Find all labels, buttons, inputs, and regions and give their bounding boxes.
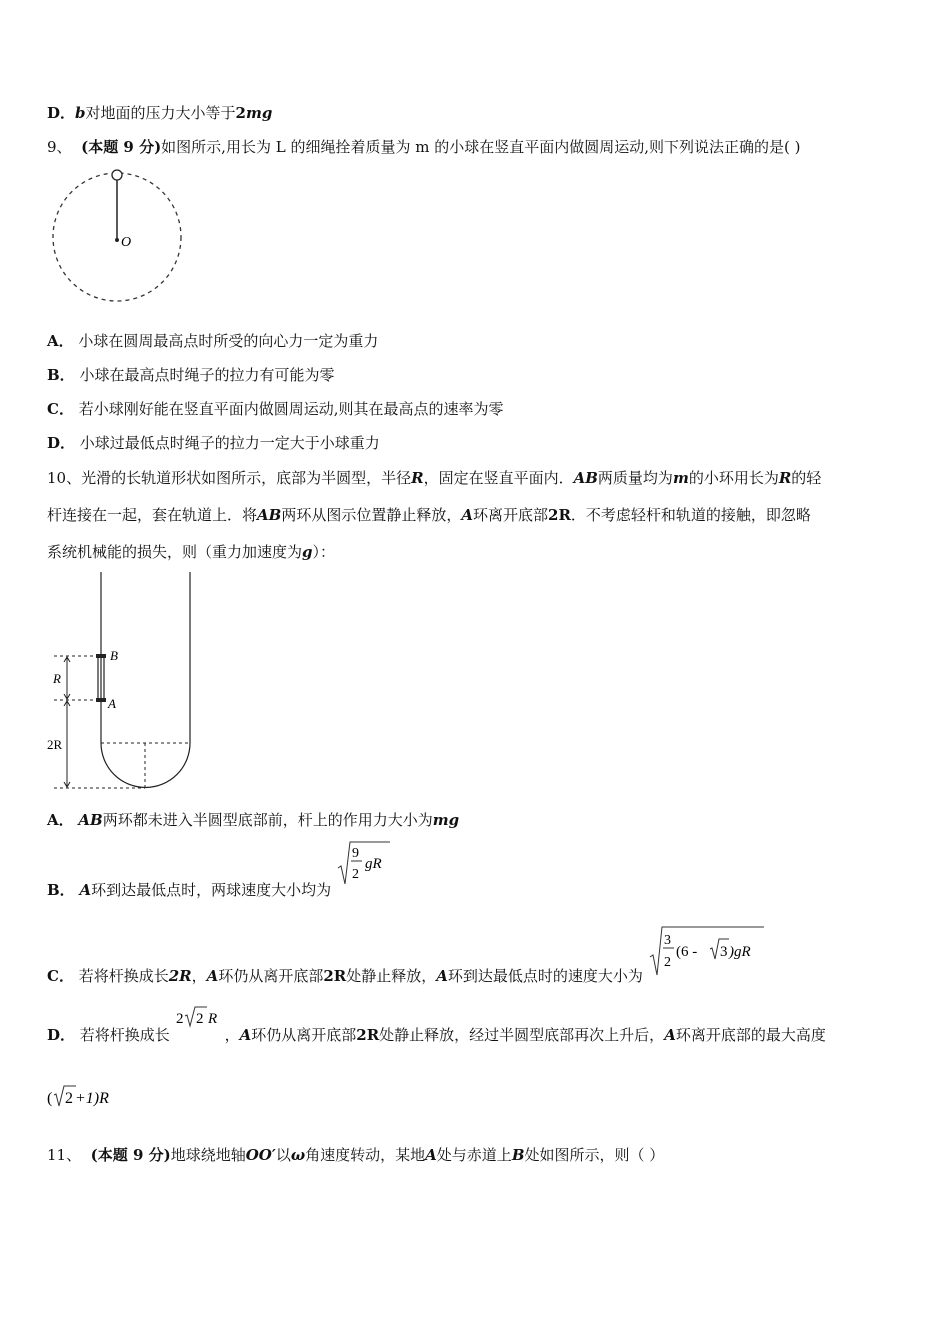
fraction-denominator: 2 <box>663 955 671 970</box>
stem-text: 系统机械能的损失，则（重力加速度为 <box>47 543 303 561</box>
q9-stem <box>47 136 800 157</box>
option-label: B． <box>47 366 75 384</box>
stem-var: ω <box>290 1146 306 1164</box>
q10-track-figure <box>44 572 204 797</box>
inner-radicand: 3 <box>719 944 728 960</box>
option-value: 2 <box>235 104 246 122</box>
stem-var: R <box>411 469 424 487</box>
q9-circle-figure <box>45 165 190 310</box>
option-label: C． <box>47 967 74 985</box>
sqrt-tail: gR <box>364 856 382 872</box>
option-text: 小球过最低点时绳子的拉力一定大于小球重力 <box>79 434 380 452</box>
stem-text: 环离开底部 <box>473 506 549 524</box>
option-text: ， <box>224 1026 240 1044</box>
option-label: A． <box>47 332 74 350</box>
q10-option-d-answer <box>46 1082 136 1110</box>
stem-var: AB <box>257 506 282 524</box>
ring-a <box>96 698 106 702</box>
q9-option-a <box>47 330 378 351</box>
question-number: 9、 <box>47 138 72 156</box>
stem-var: g <box>302 543 313 561</box>
answer-radicand: 2 <box>65 1090 73 1107</box>
unit: R <box>207 1011 217 1027</box>
option-var: A <box>79 881 92 899</box>
length-2-sqrt2-r <box>175 1004 225 1028</box>
q11-stem <box>47 1144 664 1165</box>
stem-var: OO′ <box>245 1146 276 1164</box>
label-b: B <box>110 648 118 663</box>
q10-option-a <box>47 809 459 830</box>
option-d-text-row <box>225 1026 826 1044</box>
option-var: A <box>206 967 219 985</box>
option-text: 环到达最低点时的速度大小为 <box>447 967 643 985</box>
option-text: 若将杆换成长 <box>78 967 169 985</box>
option-var: A <box>664 1026 676 1044</box>
fraction-numerator: 9 <box>351 846 359 861</box>
option-text: 环离开底部的最大高度 <box>675 1026 826 1044</box>
label-r: R <box>53 671 61 686</box>
center-point <box>115 238 119 242</box>
expression-part: )gR <box>728 944 751 960</box>
option-label: D． <box>47 1026 76 1044</box>
stem-text: 以 <box>275 1146 291 1164</box>
option-var: b <box>75 104 86 122</box>
question-text: 如图所示,用长为 L 的细绳拴着质量为 m 的小球在竖直平面内做圆周运动,则下列说法正确的是( ) <box>161 138 801 156</box>
sqrt-9-over-2-gr <box>336 840 392 886</box>
option-value-var: mg <box>245 104 273 122</box>
stem-text: 处如图所示，则（ ） <box>524 1146 665 1164</box>
option-var: 2R <box>168 967 192 985</box>
option-var: 2R <box>356 1026 380 1044</box>
q10-stem-line-1 <box>47 467 821 488</box>
option-text: ， <box>191 967 207 985</box>
option-text: 处静止释放，经过半圆型底部再次上升后， <box>379 1026 665 1044</box>
q10-stem-line-2 <box>47 504 811 525</box>
stem-text: ，固定在竖直平面内． <box>423 469 574 487</box>
fraction-numerator: 3 <box>663 933 671 948</box>
stem-var: A <box>425 1146 437 1164</box>
label-2r: 2R <box>47 737 63 752</box>
option-text: 小球在最高点时绳子的拉力有可能为零 <box>79 366 335 384</box>
ball <box>112 170 122 180</box>
label-a: A <box>108 696 116 711</box>
option-var: A <box>239 1026 252 1044</box>
stem-text: 的轻 <box>791 469 822 487</box>
fraction-denominator: 2 <box>351 867 359 882</box>
option-c-text-row <box>47 967 643 985</box>
stem-text: 杆连接在一起，套在轨道上．将 <box>47 506 258 524</box>
option-label: A． <box>47 811 74 829</box>
sqrt-3-over-2-expression <box>648 925 766 977</box>
option-text: 环到达最低点时，两球速度大小均为 <box>91 881 332 899</box>
q8-option-d <box>47 102 272 123</box>
stem-var: A <box>461 506 473 524</box>
coefficient: 2 <box>175 1011 184 1027</box>
stem-text: ．不考虑轻杆和轨道的接触，即忽略 <box>570 506 811 524</box>
option-text: 若小球刚好能在竖直平面内做圆周运动,则其在最高点的速率为零 <box>78 400 504 418</box>
option-var: AB <box>78 811 103 829</box>
stem-text: 光滑的长轨道形状如图所示，底部为半圆型，半径 <box>81 469 412 487</box>
option-label: C． <box>47 400 74 418</box>
expression-part: (6 - <box>675 944 697 960</box>
stem-text: 两质量均为 <box>597 469 673 487</box>
stem-text: ）： <box>312 543 336 561</box>
option-text: 两环都未进入半圆型底部前，杆上的作用力大小为 <box>102 811 433 829</box>
option-label: D． <box>47 104 76 122</box>
q9-option-b <box>47 364 334 385</box>
option-answer: mg <box>432 811 460 829</box>
q9-option-c <box>47 398 504 419</box>
q10-option-d <box>47 1010 826 1044</box>
option-text: 小球在圆周最高点时所受的向心力一定为重力 <box>78 332 379 350</box>
q10-option-c <box>47 925 766 985</box>
stem-text: 地球绕地轴 <box>170 1146 246 1164</box>
stem-var: R <box>778 469 792 487</box>
stem-text: 的小环用长为 <box>688 469 779 487</box>
answer-part: ( <box>47 1090 53 1107</box>
option-text: 环仍从离开底部 <box>218 967 324 985</box>
option-text: 环仍从离开底部 <box>251 1026 357 1044</box>
stem-var: 2R <box>548 506 571 524</box>
stem-var: AB <box>573 469 598 487</box>
stem-var: B <box>511 1146 525 1164</box>
stem-text: 处与赤道上 <box>436 1146 512 1164</box>
option-var: 2R <box>323 967 347 985</box>
option-text: 若将杆换成长 <box>79 1026 170 1044</box>
stem-text: 角速度转动，某地 <box>305 1146 426 1164</box>
stem-var: m <box>672 469 689 487</box>
option-text: 对地面的压力大小等于 <box>85 104 236 122</box>
q10-option-b <box>47 846 392 899</box>
question-number: 10、 <box>47 469 82 487</box>
stem-text: 两环从图示位置静止释放， <box>281 506 462 524</box>
q10-stem-line-3 <box>47 541 335 562</box>
radicand: 2 <box>195 1011 204 1027</box>
question-score: (本题 9 分) <box>81 138 162 156</box>
option-label: B． <box>47 881 75 899</box>
q9-option-d <box>47 432 380 453</box>
option-var: A <box>436 967 448 985</box>
question-score: (本题 9 分) <box>90 1146 171 1164</box>
option-label: D． <box>47 434 76 452</box>
option-text: 处静止释放， <box>346 967 437 985</box>
question-number: 11、 <box>47 1146 82 1164</box>
ring-b <box>96 654 106 658</box>
center-label: O <box>121 235 132 250</box>
answer-part: +1)R <box>75 1090 109 1107</box>
